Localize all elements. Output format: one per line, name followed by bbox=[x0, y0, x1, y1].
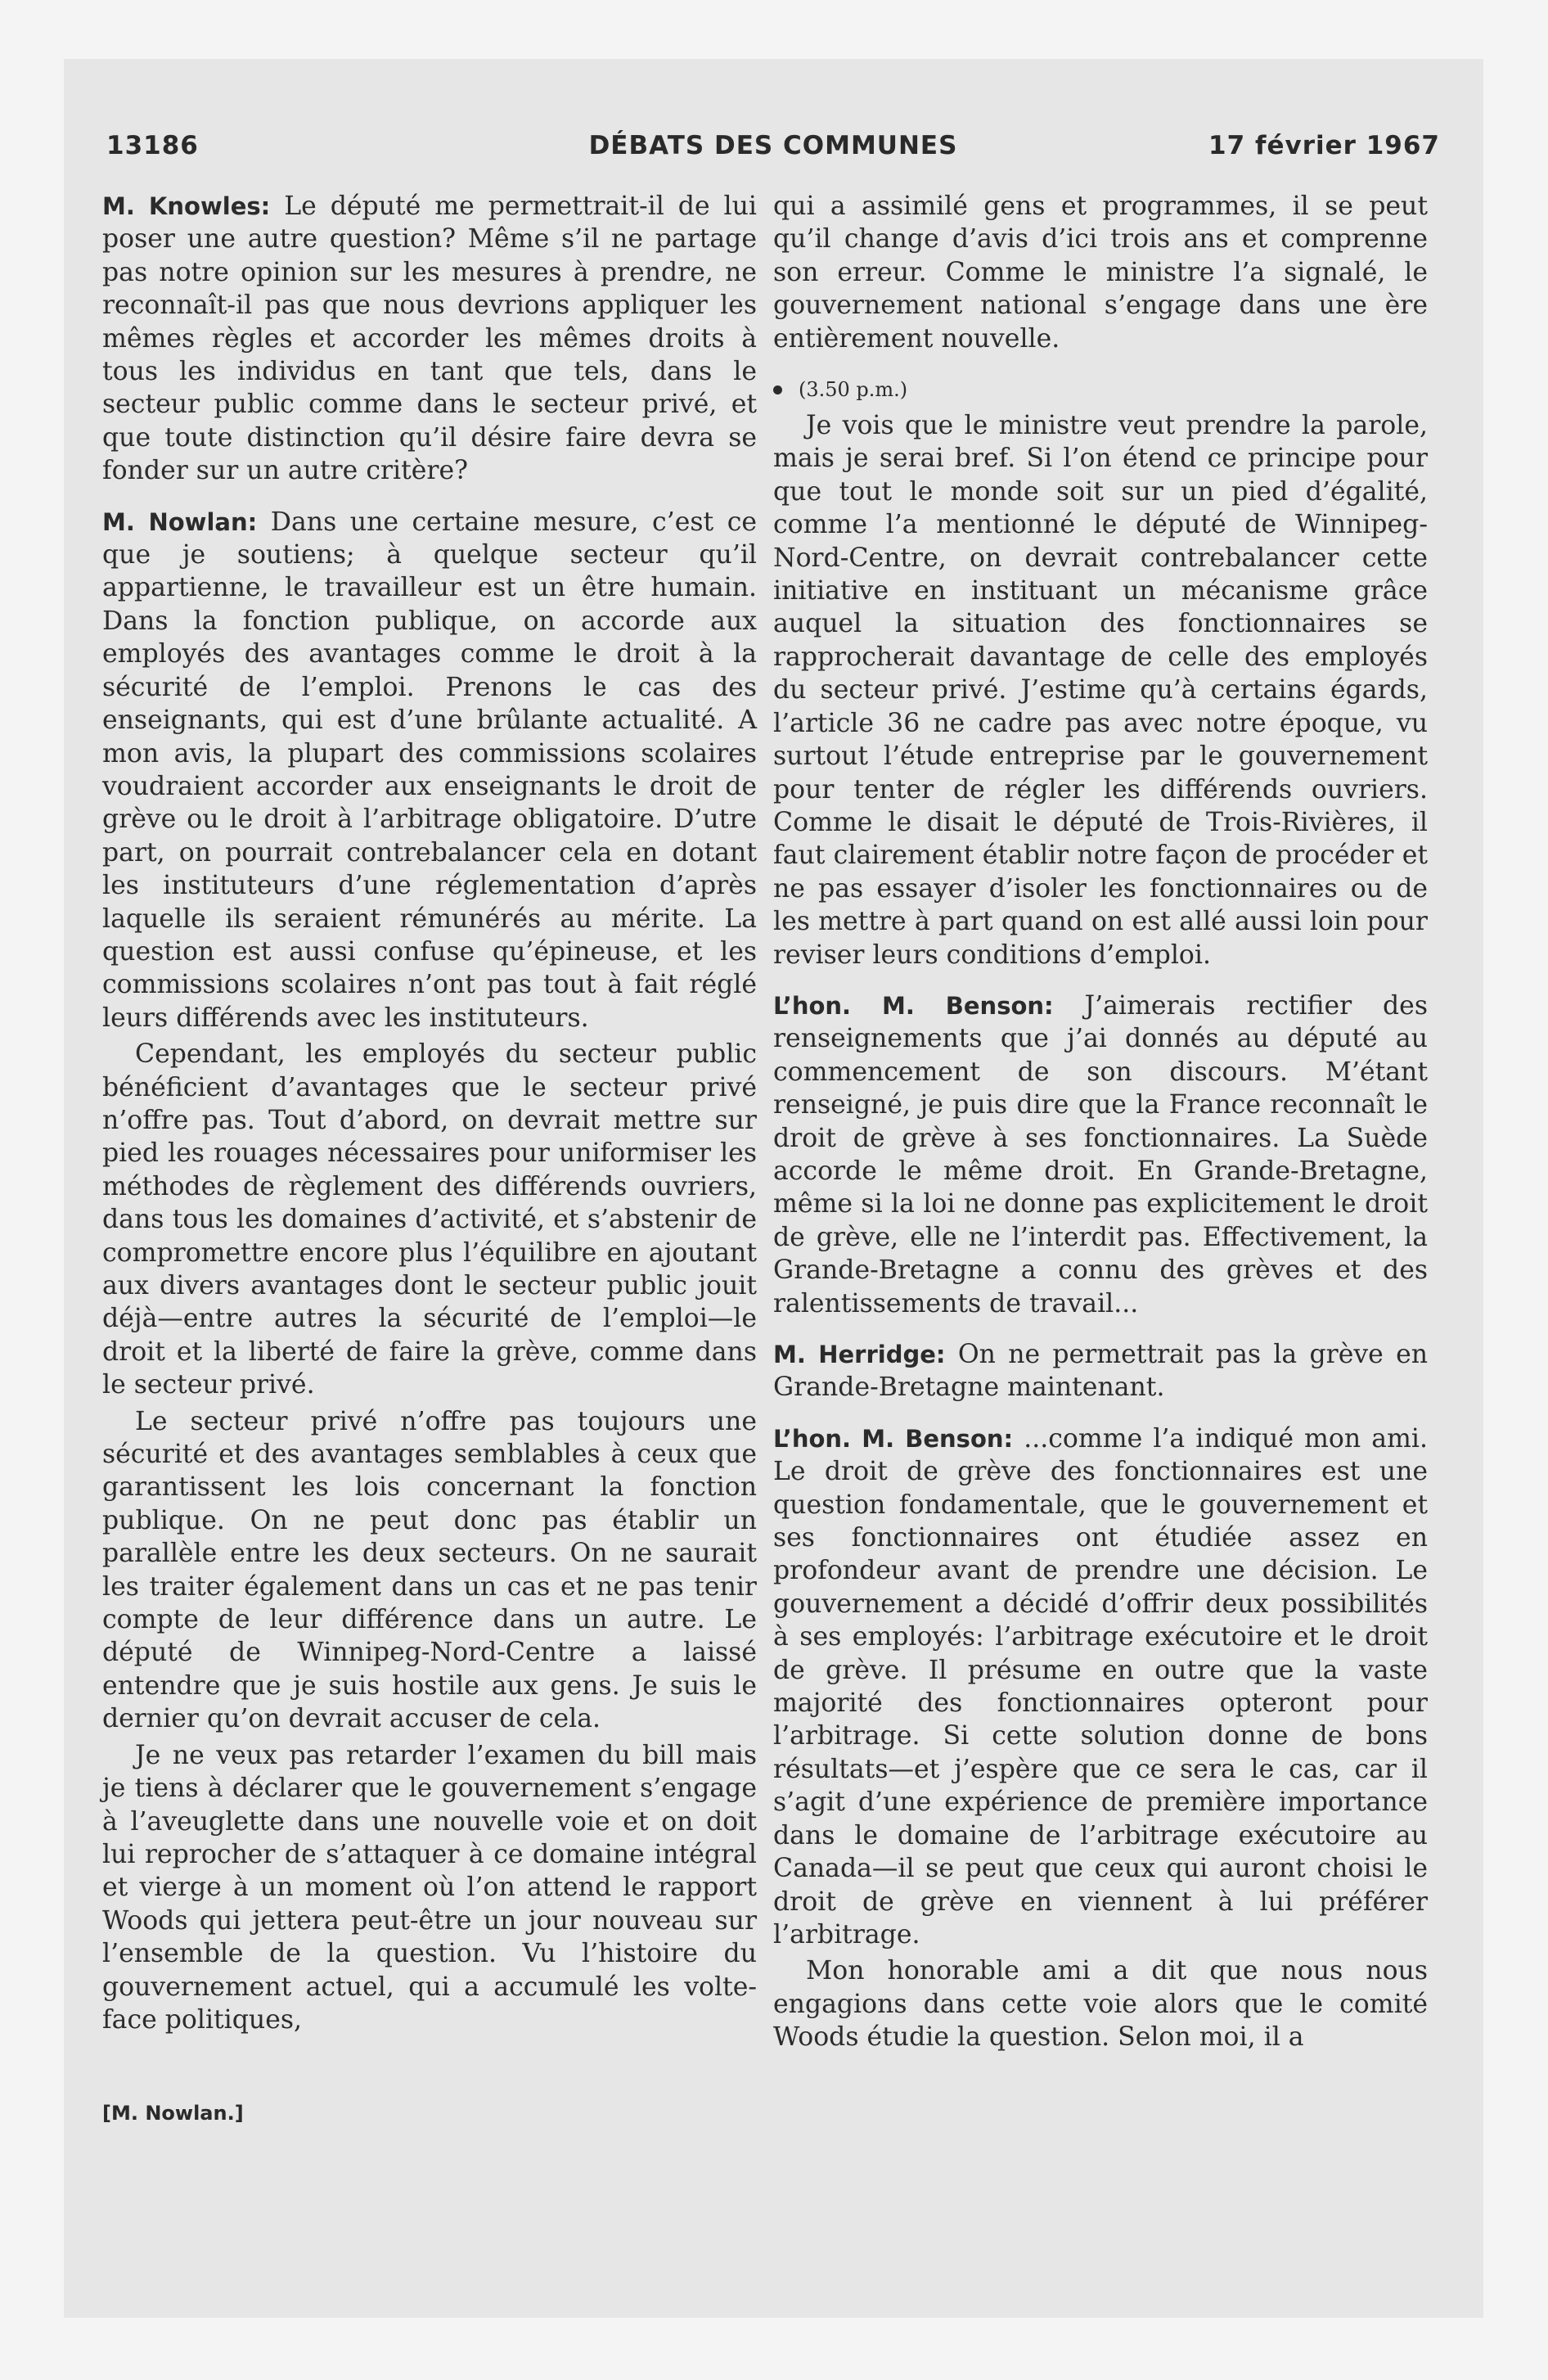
bullet-icon bbox=[773, 385, 782, 394]
time-stamp-text: (3.50 p.m.) bbox=[799, 378, 908, 402]
paragraph-knowles bbox=[102, 190, 757, 488]
speaker-name: L’hon. M. Benson: bbox=[773, 1424, 1014, 1453]
paragraph-benson-1 bbox=[773, 989, 1428, 1320]
paragraph-benson-2 bbox=[773, 1422, 1428, 1952]
page-date: 17 février 1967 bbox=[1208, 131, 1440, 160]
paragraph-continuation: qui a assimilé gens et programmes, il se peut qu’il change d’avis d’ici trois ans et comprenne son erreur. Comme le ministre l’a signalé, le gouvernement national s’engage dans une ère entièrement nouvelle. bbox=[773, 192, 1428, 354]
paragraph-ministre: Je vois que le ministre veut prendre la parole, mais je serai bref. Si l’on étend ce principe pour que tout le monde soit sur un pied d’égalité, comme l’a mentionné le député de Winnipeg-Nord-Centre, on devrait contrebalancer cette initiative en instituant un mécanisme grâce auquel la situation des fonctionnaires se rapprocherait davantage de celle des employés du secteur privé. J’estime qu’à certains égards, l’article 36 ne cadre pas avec notre époque, vu surtout l’étude entreprise par le gouvernement pour tenter de régler les différends ouvriers. Comme le disait le député de Trois-Rivières, il faut clairement établir notre façon de procéder et ne pas essayer d’isoler les fonctionnaires ou de les mettre à part quand on est allé aussi loin pour reviser leurs conditions d’emploi. bbox=[773, 411, 1428, 970]
footer-speaker-tag: [M. Nowlan.] bbox=[102, 2102, 244, 2125]
page-number: 13186 bbox=[106, 131, 199, 160]
paragraph-secteur-prive: Le secteur privé n’offre pas toujours une sécurité et des avantages semblables à ceux que garantissent les lois concernant la fonction publique. On ne peut donc pas établir un parallèle entre les deux secteurs. On ne saurait les traiter également dans un cas et ne pas tenir compte de leur différence dans un autre. Le député de Winnipeg-Nord-Centre a laissé entendre que je suis hostile aux gens. Je suis le dernier qu’on devrait accuser de cela. bbox=[102, 1406, 757, 1734]
paragraph-honorable-ami: Mon honorable ami a dit que nous nous engagions dans cette voie alors que le comité Woods étudie la question. Selon moi, il a bbox=[773, 1956, 1428, 2053]
paragraph-retarder: Je ne veux pas retarder l’examen du bill mais je tiens à déclarer que le gouvernement s’engage à l’aveuglette dans une nouvelle voie et on doit lui reprocher de s’attaquer à ce domaine intégral et vierge à un moment où l’on attend le rapport Woods qui jettera peut-être un jour nouveau sur l’ensemble de la question. Vu l’histoire du gouvernement actuel, qui a accumulé les volte-face politiques, bbox=[102, 1740, 757, 2035]
paragraph-nowlan bbox=[102, 506, 757, 1035]
paragraph-text: Dans une certaine mesure, c’est ce que je soutiens; à quelque secteur qu’il appartienne, le travailleur est un être humain. Dans la fonction publique, on accorde aux employés des avantages comme le droit à la sécurité de l’emploi. Prenons le cas des enseignants, qui est d’une brûlante actualité. A mon avis, la plupart des commissions scolaires voudraient accorder aux enseignants le droit de grève ou le droit à l’arbitrage obligatoire. D’utre part, on pourrait contrebalancer cela en dotant les instituteurs d’une réglementation d’après laquelle ils seraient rémunérés au mérite. La question est aussi confuse qu’épineuse, et les commissions scolaires n’ont pas tout à fait réglé leurs différends avec les instituteurs. bbox=[102, 507, 757, 1033]
page-title: DÉBATS DES COMMUNES bbox=[588, 131, 958, 160]
paragraph-herridge bbox=[773, 1338, 1428, 1404]
paragraph-text: ...comme l’a indiqué mon ami. Le droit de grève des fonctionnaires est une question fondamentale, que le gouvernement et ses fonctionnaires ont étudiée assez en profondeur avant de prendre une décision. Le gouvernement a décidé d’offrir deux possibilités à ses employés: l’arbitrage exécutoire et le droit de grève. Il présume en outre que la vaste majorité des fonctionnaires opteront pour l’arbitrage. Si cette solution donne de bons résultats—et j’espère que ce sera le cas, car il s’agit d’une expérience de première importance dans le domaine de l’arbitrage exécutoire au Canada—il se peut que ceux qui auront choisi le droit de grève en viennent à lui préférer l’arbitrage. bbox=[773, 1423, 1429, 1950]
paragraph-cependant: Cependant, les employés du secteur public bénéficient d’avantages que le secteur privé n’offre pas. Tout d’abord, on devrait mettre sur pied les rouages nécessaires pour uniformiser les méthodes de règlement des différends ouvriers, dans tous les domaines d’activité, et s’abstenir de compromettre encore plus l’équilibre en ajoutant aux divers avantages dont le secteur public jouit déjà—entre autres la sécurité de l’emploi—le droit et la liberté de faire la grève, comme dans le secteur privé. bbox=[102, 1039, 757, 1400]
page-header bbox=[106, 131, 1440, 172]
time-stamp bbox=[773, 373, 1428, 406]
speaker-name: L’hon. M. Benson: bbox=[773, 991, 1054, 1020]
paragraph-text: J’aimerais rectifier des renseignements que j’ai donnés au député au commencement de son discours. M’étant renseigné, je puis dire que la France reconnaît le droit de grève à ses fonctionnaires. La Suède accorde le même droit. En Grande-Bretagne, même si la loi ne donne pas explicitement le droit de grève, elle ne l’interdit pas. Effectivement, la Grande-Bretagne a connu des grèves et des ralentissements de travail... bbox=[773, 990, 1428, 1318]
speaker-name: M. Herridge: bbox=[773, 1341, 946, 1368]
paragraph-text: Le député me permettrait-il de lui poser une autre question? Même s’il ne partage pas notre opinion sur les mesures à prendre, ne reconnaît-il pas que nous devrions appliquer les mêmes règles et accorder les mêmes droits à tous les individus en tant que tels, dans le secteur public comme dans le secteur privé, et que toute distinction qu’il désire faire devra se fonder sur un autre critère? bbox=[102, 192, 757, 486]
left-column bbox=[102, 190, 757, 2036]
right-column bbox=[773, 190, 1428, 2054]
speaker-name: M. Knowles: bbox=[102, 192, 271, 220]
speaker-name: M. Nowlan: bbox=[102, 507, 258, 536]
paragraph-text: On ne permettrait pas la grève en Grande-Bretagne maintenant. bbox=[773, 1340, 1429, 1403]
